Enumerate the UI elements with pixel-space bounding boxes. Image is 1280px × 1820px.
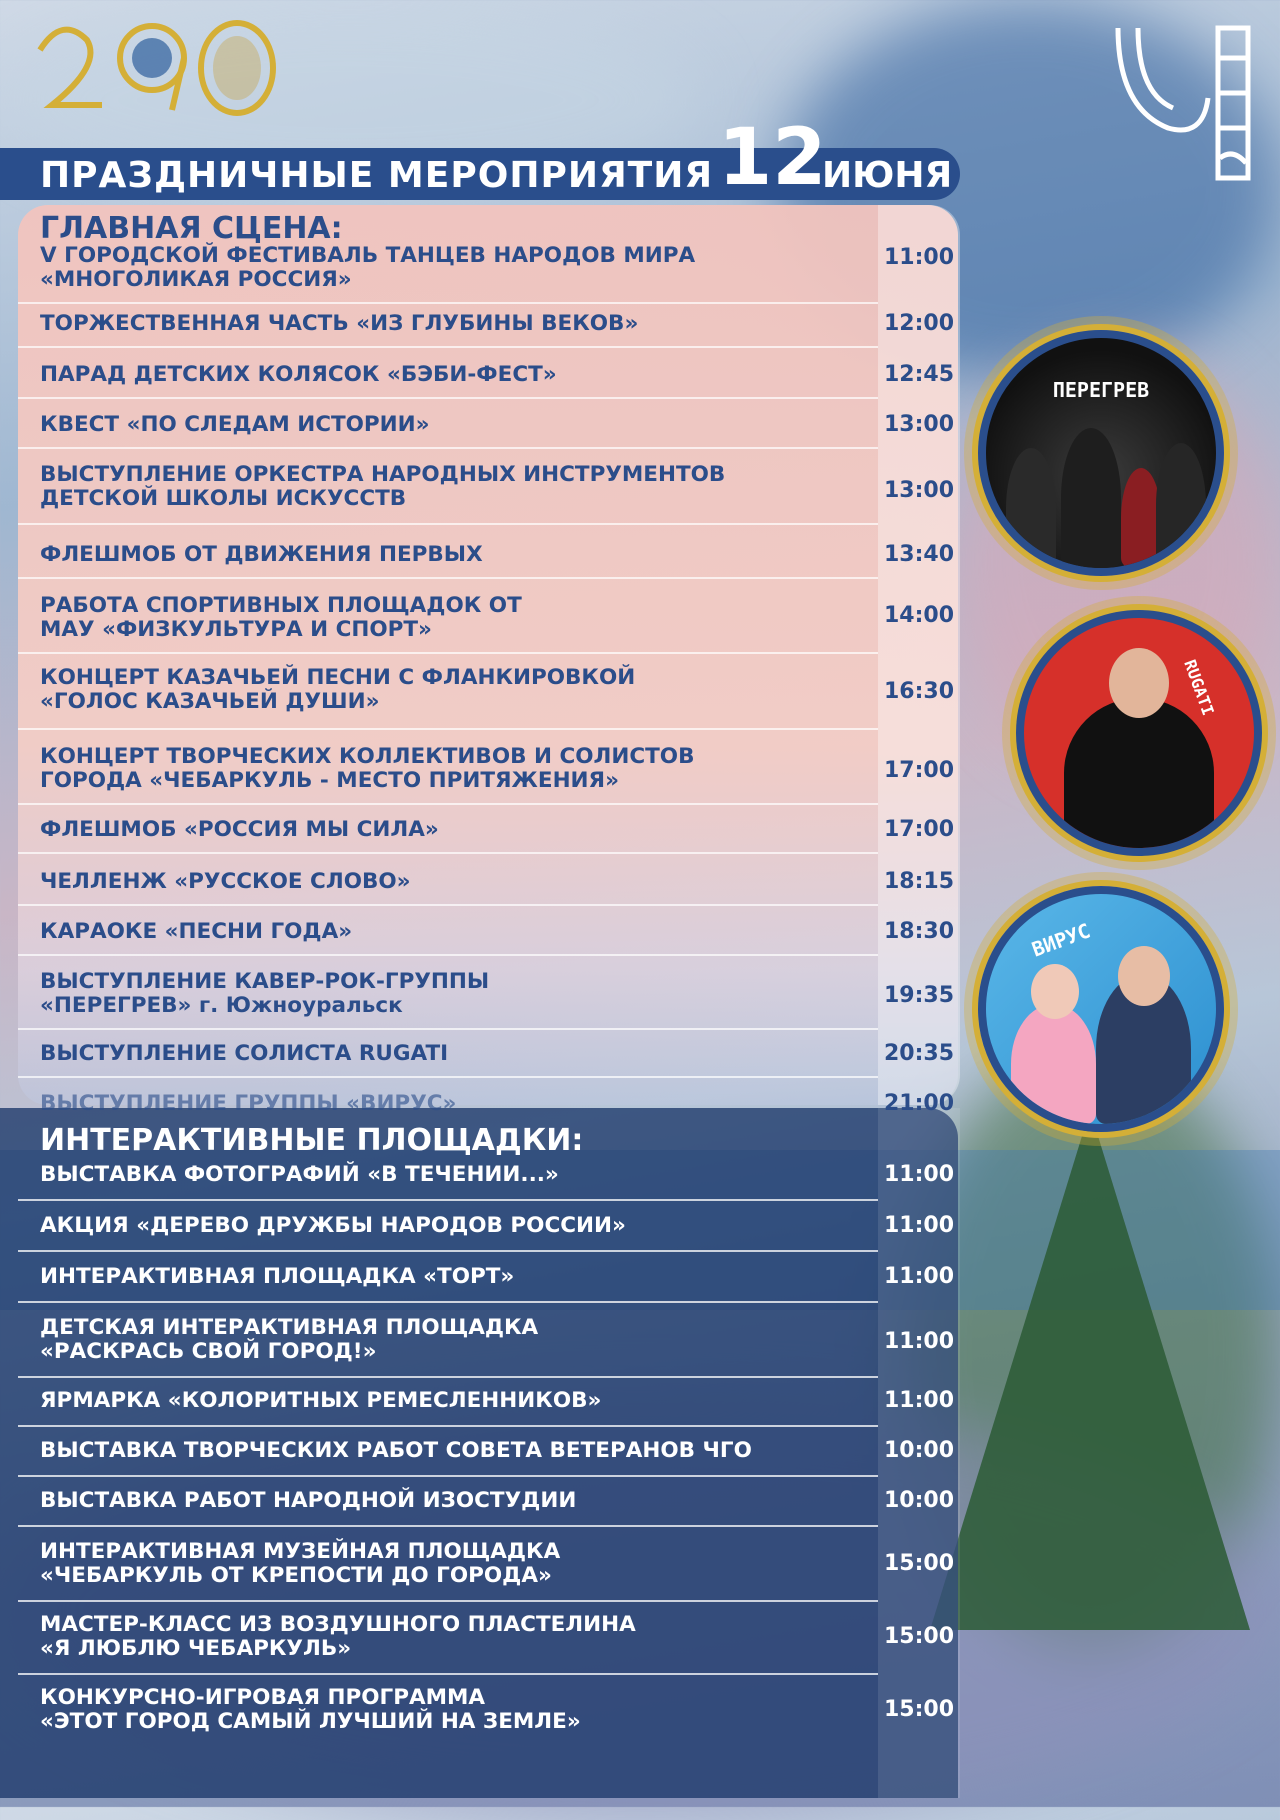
event-time: 12:45 (883, 362, 955, 387)
artist-peregrev-photo (978, 330, 1224, 576)
date-month: ИЮНЯ (822, 155, 953, 196)
event-time: 11:00 (883, 1388, 955, 1413)
event-time: 21:00 (883, 1091, 955, 1116)
event-time: 10:00 (883, 1488, 955, 1513)
event-time: 16:30 (883, 679, 955, 704)
event-title: АКЦИЯ «ДЕРЕВО ДРУЖБЫ НАРОДОВ РОССИИ» (40, 1213, 626, 1238)
event-title: КОНКУРСНО-ИГРОВАЯ ПРОГРАММА «ЭТОТ ГОРОД САМЫЙ ЛУЧШИЙ НА ЗЕМЛЕ» (40, 1685, 581, 1734)
event-title: ДЕТСКАЯ ИНТЕРАКТИВНАЯ ПЛОЩАДКА «РАСКРАСЬ СВОЙ ГОРОД!» (40, 1315, 539, 1364)
event-time: 20:35 (883, 1041, 955, 1066)
anniversary-290-logo (22, 10, 282, 120)
event-title: ЯРМАРКА «КОЛОРИТНЫХ РЕМЕСЛЕННИКОВ» (40, 1388, 602, 1413)
event-title: V ГОРОДСКОЙ ФЕСТИВАЛЬ ТАНЦЕВ НАРОДОВ МИРА «МНОГОЛИКАЯ РОССИЯ» (40, 243, 696, 292)
event-time: 13:40 (883, 542, 955, 567)
artist-name: ВИРУС (1028, 918, 1094, 962)
event-time: 11:00 (883, 1264, 955, 1289)
event-time: 13:00 (883, 412, 955, 437)
city-emblem-logo (1108, 18, 1258, 188)
event-title: КОНЦЕРТ ТВОРЧЕСКИХ КОЛЛЕКТИВОВ И СОЛИСТОВ ГОРОДА «ЧЕБАРКУЛЬ - МЕСТО ПРИТЯЖЕНИЯ» (40, 744, 695, 793)
event-time: 19:35 (883, 983, 955, 1008)
event-title: ТОРЖЕСТВЕННАЯ ЧАСТЬ «ИЗ ГЛУБИНЫ ВЕКОВ» (40, 311, 639, 336)
event-title: ФЛЕШМОБ ОТ ДВИЖЕНИЯ ПЕРВЫХ (40, 542, 483, 567)
event-time: 14:00 (883, 603, 955, 628)
event-time: 11:00 (883, 1213, 955, 1238)
event-time: 12:00 (883, 311, 955, 336)
event-time: 11:00 (883, 1162, 955, 1187)
artist-name: ПЕРЕГРЕВ (1052, 378, 1150, 402)
event-title: КВЕСТ «ПО СЛЕДАМ ИСТОРИИ» (40, 412, 430, 437)
artist-name: RUGATI (1180, 657, 1218, 718)
anniversary-logo-icon (22, 10, 282, 120)
event-time: 17:00 (883, 758, 955, 783)
date-day: 12 (718, 113, 827, 203)
event-title: ПАРАД ДЕТСКИХ КОЛЯСОК «БЭБИ-ФЕСТ» (40, 362, 557, 387)
event-time: 15:00 (883, 1697, 955, 1722)
event-title: КАРАОКЕ «ПЕСНИ ГОДА» (40, 919, 353, 944)
event-title: ВЫСТУПЛЕНИЕ КАВЕР-РОК-ГРУППЫ «ПЕРЕГРЕВ» г. Южноуральск (40, 969, 490, 1018)
event-time: 18:15 (883, 869, 955, 894)
main-time-column (878, 205, 960, 1105)
event-title: ВЫСТУПЛЕНИЕ ОРКЕСТРА НАРОДНЫХ ИНСТРУМЕНТОВ ДЕТСКОЙ ШКОЛЫ ИСКУССТВ (40, 462, 726, 511)
main-stage-heading: ГЛАВНАЯ СЦЕНА: (40, 211, 343, 246)
event-time: 11:00 (883, 1329, 955, 1354)
event-title: ВЫСТУПЛЕНИЕ СОЛИСТА RUGATI (40, 1041, 449, 1066)
city-emblem-icon (1108, 18, 1258, 188)
page-title: ПРАЗДНИЧНЫЕ МЕРОПРИЯТИЯ (40, 155, 714, 196)
event-time: 15:00 (883, 1551, 955, 1576)
event-time: 10:00 (883, 1438, 955, 1463)
fir-tree-illustration (930, 1110, 1250, 1630)
event-time: 18:30 (883, 919, 955, 944)
event-time: 11:00 (883, 245, 955, 270)
interactive-heading: ИНТЕРАКТИВНЫЕ ПЛОЩАДКИ: (40, 1123, 584, 1158)
event-time: 13:00 (883, 478, 955, 503)
event-time: 17:00 (883, 817, 955, 842)
event-title: ЧЕЛЛЕНЖ «РУССКОЕ СЛОВО» (40, 869, 411, 894)
event-title: РАБОТА СПОРТИВНЫХ ПЛОЩАДОК ОТ МАУ «ФИЗКУЛЬТУРА И СПОРТ» (40, 593, 522, 642)
event-title: ВЫСТАВКА РАБОТ НАРОДНОЙ ИЗОСТУДИИ (40, 1488, 577, 1513)
event-title: ИНТЕРАКТИВНАЯ МУЗЕЙНАЯ ПЛОЩАДКА «ЧЕБАРКУЛЬ ОТ КРЕПОСТИ ДО ГОРОДА» (40, 1539, 561, 1588)
event-title: ВЫСТАВКА ФОТОГРАФИЙ «В ТЕЧЕНИИ...» (40, 1162, 559, 1187)
event-title: МАСТЕР-КЛАСС ИЗ ВОЗДУШНОГО ПЛАСТЕЛИНА «Я ЛЮБЛЮ ЧЕБАРКУЛЬ» (40, 1612, 636, 1661)
event-time: 15:00 (883, 1624, 955, 1649)
artist-virus-photo (978, 886, 1224, 1132)
event-title: ИНТЕРАКТИВНАЯ ПЛОЩАДКА «ТОРТ» (40, 1264, 515, 1289)
event-title: КОНЦЕРТ КАЗАЧЬЕЙ ПЕСНИ С ФЛАНКИРОВКОЙ «ГОЛОС КАЗАЧЬЕЙ ДУШИ» (40, 665, 636, 714)
event-title: ФЛЕШМОБ «РОССИЯ МЫ СИЛА» (40, 817, 439, 842)
artist-rugati-photo (1016, 610, 1262, 856)
event-title: ВЫСТУПЛЕНИЕ ГРУППЫ «ВИРУС» (40, 1091, 457, 1116)
event-title: ВЫСТАВКА ТВОРЧЕСКИХ РАБОТ СОВЕТА ВЕТЕРАНОВ ЧГО (40, 1438, 752, 1463)
